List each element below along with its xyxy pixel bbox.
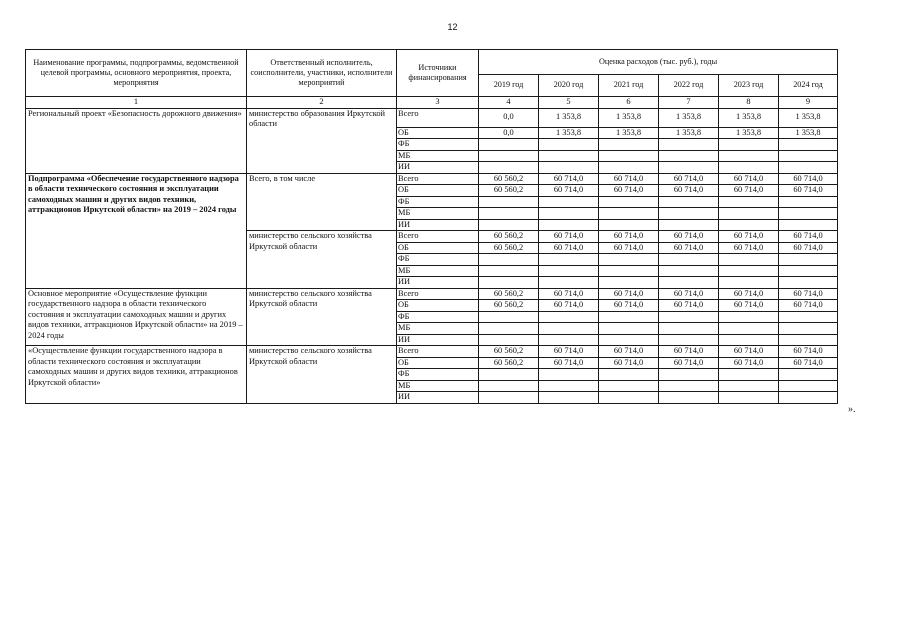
amount-cell: 60 714,0 bbox=[779, 300, 838, 312]
amount-cell bbox=[479, 139, 539, 151]
amount-cell bbox=[599, 162, 659, 174]
column-number: 7 bbox=[659, 97, 719, 109]
amount-cell bbox=[659, 392, 719, 404]
funding-source-cell: ФБ bbox=[397, 369, 479, 381]
amount-cell bbox=[659, 277, 719, 289]
amount-cell: 60 714,0 bbox=[659, 231, 719, 243]
amount-cell bbox=[779, 162, 838, 174]
amount-cell bbox=[599, 265, 659, 277]
funding-source-cell: МБ bbox=[397, 150, 479, 162]
amount-cell: 60 714,0 bbox=[779, 173, 838, 185]
amount-cell bbox=[539, 392, 599, 404]
funding-source-cell: ФБ bbox=[397, 139, 479, 151]
table-row bbox=[26, 288, 838, 300]
header-sources: Источники финансирования bbox=[397, 50, 479, 97]
amount-cell: 60 714,0 bbox=[539, 346, 599, 358]
amount-cell: 0,0 bbox=[479, 108, 539, 127]
amount-cell bbox=[539, 139, 599, 151]
amount-cell: 60 560,2 bbox=[479, 357, 539, 369]
amount-cell: 60 714,0 bbox=[779, 185, 838, 197]
column-number: 8 bbox=[719, 97, 779, 109]
amount-cell bbox=[539, 277, 599, 289]
amount-cell: 1 353,8 bbox=[659, 108, 719, 127]
amount-cell bbox=[719, 219, 779, 231]
amount-cell bbox=[719, 196, 779, 208]
amount-cell bbox=[779, 219, 838, 231]
amount-cell bbox=[479, 380, 539, 392]
amount-cell bbox=[539, 150, 599, 162]
amount-cell bbox=[599, 380, 659, 392]
amount-cell bbox=[779, 139, 838, 151]
amount-cell: 60 560,2 bbox=[479, 242, 539, 254]
amount-cell: 60 560,2 bbox=[479, 300, 539, 312]
amount-cell bbox=[719, 208, 779, 220]
funding-source-cell: Всего bbox=[397, 288, 479, 300]
table-row bbox=[26, 108, 838, 127]
funding-source-cell: МБ bbox=[397, 265, 479, 277]
funding-source-cell: Всего bbox=[397, 346, 479, 358]
amount-cell: 60 714,0 bbox=[599, 357, 659, 369]
funding-source-cell: Всего bbox=[397, 108, 479, 127]
amount-cell bbox=[599, 323, 659, 335]
executor-cell: министерство сельского хозяйства Иркутской области bbox=[247, 346, 397, 404]
amount-cell bbox=[659, 150, 719, 162]
amount-cell bbox=[599, 392, 659, 404]
amount-cell bbox=[779, 254, 838, 266]
funding-source-cell: ФБ bbox=[397, 311, 479, 323]
amount-cell bbox=[599, 196, 659, 208]
amount-cell: 60 714,0 bbox=[599, 185, 659, 197]
amount-cell bbox=[659, 334, 719, 346]
amount-cell bbox=[779, 265, 838, 277]
amount-cell bbox=[479, 277, 539, 289]
amount-cell bbox=[479, 369, 539, 381]
amount-cell bbox=[719, 392, 779, 404]
amount-cell bbox=[779, 208, 838, 220]
funding-source-cell: МБ bbox=[397, 380, 479, 392]
column-number: 4 bbox=[479, 97, 539, 109]
amount-cell bbox=[719, 162, 779, 174]
amount-cell bbox=[779, 380, 838, 392]
amount-cell bbox=[539, 369, 599, 381]
amount-cell bbox=[659, 208, 719, 220]
amount-cell bbox=[539, 311, 599, 323]
amount-cell: 1 353,8 bbox=[659, 127, 719, 139]
funding-source-cell: ИИ bbox=[397, 334, 479, 346]
amount-cell: 60 714,0 bbox=[539, 300, 599, 312]
amount-cell bbox=[719, 311, 779, 323]
amount-cell: 60 714,0 bbox=[779, 231, 838, 243]
table-row bbox=[26, 346, 838, 358]
amount-cell: 60 714,0 bbox=[659, 288, 719, 300]
amount-cell: 1 353,8 bbox=[539, 127, 599, 139]
executor-cell: министерство образования Иркутской области bbox=[247, 108, 397, 173]
amount-cell bbox=[779, 392, 838, 404]
amount-cell bbox=[539, 162, 599, 174]
amount-cell: 1 353,8 bbox=[599, 127, 659, 139]
amount-cell bbox=[479, 311, 539, 323]
amount-cell: 1 353,8 bbox=[779, 127, 838, 139]
header-year: 2020 год bbox=[539, 75, 599, 97]
funding-source-cell: ИИ bbox=[397, 219, 479, 231]
amount-cell bbox=[659, 162, 719, 174]
table-row bbox=[26, 173, 838, 185]
amount-cell bbox=[479, 196, 539, 208]
amount-cell bbox=[659, 254, 719, 266]
amount-cell: 60 714,0 bbox=[659, 300, 719, 312]
amount-cell: 60 714,0 bbox=[539, 242, 599, 254]
amount-cell bbox=[599, 369, 659, 381]
amount-cell bbox=[539, 208, 599, 220]
funding-source-cell: Всего bbox=[397, 173, 479, 185]
amount-cell bbox=[599, 208, 659, 220]
amount-cell: 60 714,0 bbox=[599, 242, 659, 254]
funding-source-cell: ОБ bbox=[397, 242, 479, 254]
amount-cell bbox=[599, 219, 659, 231]
column-number: 1 bbox=[26, 97, 247, 109]
executor-cell: министерство сельского хозяйства Иркутской области bbox=[247, 288, 397, 346]
program-name-cell: Подпрограмма «Обеспечение государственного надзора в области технического состояния и эксплуатации самоходных машин и других видов техники, аттракционов Иркутской области» на 2019 – 2024 годы bbox=[26, 173, 247, 288]
closing-quote-mark: ». bbox=[848, 404, 856, 415]
funding-source-cell: МБ bbox=[397, 323, 479, 335]
header-name: Наименование программы, подпрограммы, ведомственной целевой программы, основного мероприятия, проекта, мероприятия bbox=[26, 50, 247, 97]
program-name-cell: Основное мероприятие «Осуществление функции государственного надзора в области технического состояния и эксплуатации самоходных машин и других видов техники, аттракционов Иркутской области» на 2019 – 2024 годы bbox=[26, 288, 247, 346]
funding-source-cell: ОБ bbox=[397, 300, 479, 312]
amount-cell: 60 714,0 bbox=[719, 346, 779, 358]
amount-cell bbox=[719, 265, 779, 277]
amount-cell: 60 714,0 bbox=[719, 300, 779, 312]
amount-cell bbox=[779, 196, 838, 208]
amount-cell bbox=[659, 139, 719, 151]
amount-cell bbox=[719, 380, 779, 392]
funding-source-cell: ИИ bbox=[397, 162, 479, 174]
header-year: 2021 год bbox=[599, 75, 659, 97]
funding-source-cell: ОБ bbox=[397, 357, 479, 369]
amount-cell bbox=[479, 150, 539, 162]
amount-cell bbox=[479, 265, 539, 277]
amount-cell bbox=[479, 323, 539, 335]
amount-cell: 1 353,8 bbox=[779, 108, 838, 127]
funding-source-cell: Всего bbox=[397, 231, 479, 243]
amount-cell bbox=[659, 311, 719, 323]
amount-cell bbox=[779, 323, 838, 335]
amount-cell: 60 714,0 bbox=[719, 357, 779, 369]
funding-source-cell: ОБ bbox=[397, 185, 479, 197]
table-header bbox=[26, 50, 838, 109]
budget-table bbox=[25, 49, 838, 404]
amount-cell bbox=[599, 311, 659, 323]
amount-cell bbox=[659, 219, 719, 231]
amount-cell: 60 560,2 bbox=[479, 185, 539, 197]
amount-cell: 60 714,0 bbox=[779, 288, 838, 300]
amount-cell: 60 560,2 bbox=[479, 346, 539, 358]
executor-cell: министерство сельского хозяйства Иркутской области bbox=[247, 231, 397, 289]
table-body bbox=[26, 108, 838, 403]
amount-cell bbox=[539, 219, 599, 231]
amount-cell: 60 560,2 bbox=[479, 173, 539, 185]
amount-cell bbox=[719, 369, 779, 381]
amount-cell: 1 353,8 bbox=[599, 108, 659, 127]
amount-cell bbox=[479, 208, 539, 220]
amount-cell bbox=[659, 265, 719, 277]
amount-cell: 0,0 bbox=[479, 127, 539, 139]
column-number: 3 bbox=[397, 97, 479, 109]
column-number: 6 bbox=[599, 97, 659, 109]
amount-cell bbox=[659, 380, 719, 392]
amount-cell: 60 714,0 bbox=[599, 173, 659, 185]
page-number: 12 bbox=[447, 22, 458, 32]
amount-cell bbox=[479, 162, 539, 174]
amount-cell: 60 714,0 bbox=[599, 288, 659, 300]
amount-cell: 60 714,0 bbox=[719, 288, 779, 300]
amount-cell bbox=[539, 196, 599, 208]
header-year: 2019 год bbox=[479, 75, 539, 97]
amount-cell bbox=[719, 139, 779, 151]
amount-cell: 1 353,8 bbox=[719, 108, 779, 127]
amount-cell bbox=[539, 254, 599, 266]
funding-source-cell: МБ bbox=[397, 208, 479, 220]
amount-cell bbox=[719, 254, 779, 266]
amount-cell bbox=[719, 334, 779, 346]
amount-cell bbox=[479, 334, 539, 346]
column-number: 5 bbox=[539, 97, 599, 109]
amount-cell bbox=[599, 150, 659, 162]
column-number: 9 bbox=[779, 97, 838, 109]
amount-cell bbox=[659, 369, 719, 381]
amount-cell bbox=[479, 219, 539, 231]
amount-cell bbox=[539, 380, 599, 392]
amount-cell: 1 353,8 bbox=[719, 127, 779, 139]
funding-source-cell: ФБ bbox=[397, 254, 479, 266]
amount-cell bbox=[659, 196, 719, 208]
header-year: 2024 год bbox=[779, 75, 838, 97]
column-number: 2 bbox=[247, 97, 397, 109]
amount-cell: 60 714,0 bbox=[779, 242, 838, 254]
amount-cell: 60 714,0 bbox=[659, 242, 719, 254]
amount-cell: 60 714,0 bbox=[659, 357, 719, 369]
amount-cell: 60 714,0 bbox=[659, 185, 719, 197]
header-year: 2022 год bbox=[659, 75, 719, 97]
amount-cell: 60 714,0 bbox=[779, 346, 838, 358]
amount-cell bbox=[599, 334, 659, 346]
amount-cell: 60 714,0 bbox=[659, 173, 719, 185]
funding-source-cell: ИИ bbox=[397, 392, 479, 404]
amount-cell: 60 714,0 bbox=[779, 357, 838, 369]
amount-cell: 60 560,2 bbox=[479, 231, 539, 243]
amount-cell: 60 714,0 bbox=[719, 173, 779, 185]
amount-cell bbox=[599, 277, 659, 289]
amount-cell bbox=[779, 277, 838, 289]
amount-cell bbox=[659, 323, 719, 335]
amount-cell: 60 714,0 bbox=[539, 288, 599, 300]
header-year: 2023 год bbox=[719, 75, 779, 97]
amount-cell: 60 714,0 bbox=[539, 173, 599, 185]
amount-cell bbox=[719, 323, 779, 335]
amount-cell: 60 714,0 bbox=[539, 357, 599, 369]
amount-cell: 60 714,0 bbox=[539, 185, 599, 197]
amount-cell bbox=[479, 254, 539, 266]
amount-cell bbox=[539, 334, 599, 346]
amount-cell bbox=[539, 265, 599, 277]
amount-cell: 60 560,2 bbox=[479, 288, 539, 300]
amount-cell: 60 714,0 bbox=[599, 300, 659, 312]
amount-cell bbox=[599, 254, 659, 266]
program-name-cell: «Осуществление функции государственного надзора в области технического состояния и эксплуатации самоходных машин и других видов техники, аттракционов Иркутской области» bbox=[26, 346, 247, 404]
amount-cell: 60 714,0 bbox=[599, 231, 659, 243]
executor-cell: Всего, в том числе bbox=[247, 173, 397, 231]
amount-cell bbox=[779, 334, 838, 346]
amount-cell: 60 714,0 bbox=[599, 346, 659, 358]
amount-cell bbox=[479, 392, 539, 404]
amount-cell: 60 714,0 bbox=[719, 231, 779, 243]
amount-cell: 60 714,0 bbox=[659, 346, 719, 358]
funding-source-cell: ФБ bbox=[397, 196, 479, 208]
amount-cell bbox=[719, 277, 779, 289]
amount-cell bbox=[779, 311, 838, 323]
amount-cell bbox=[539, 323, 599, 335]
amount-cell bbox=[779, 150, 838, 162]
amount-cell: 60 714,0 bbox=[719, 242, 779, 254]
amount-cell bbox=[599, 139, 659, 151]
header-costs: Оценка расходов (тыс. руб.), годы bbox=[479, 50, 838, 75]
funding-source-cell: ИИ bbox=[397, 277, 479, 289]
amount-cell: 1 353,8 bbox=[539, 108, 599, 127]
amount-cell: 60 714,0 bbox=[719, 185, 779, 197]
header-responsible: Ответственный исполнитель, соисполнители, участники, исполнители мероприятий bbox=[247, 50, 397, 97]
funding-source-cell: ОБ bbox=[397, 127, 479, 139]
amount-cell: 60 714,0 bbox=[539, 231, 599, 243]
program-name-cell: Региональный проект «Безопасность дорожного движения» bbox=[26, 108, 247, 173]
amount-cell bbox=[779, 369, 838, 381]
amount-cell bbox=[719, 150, 779, 162]
